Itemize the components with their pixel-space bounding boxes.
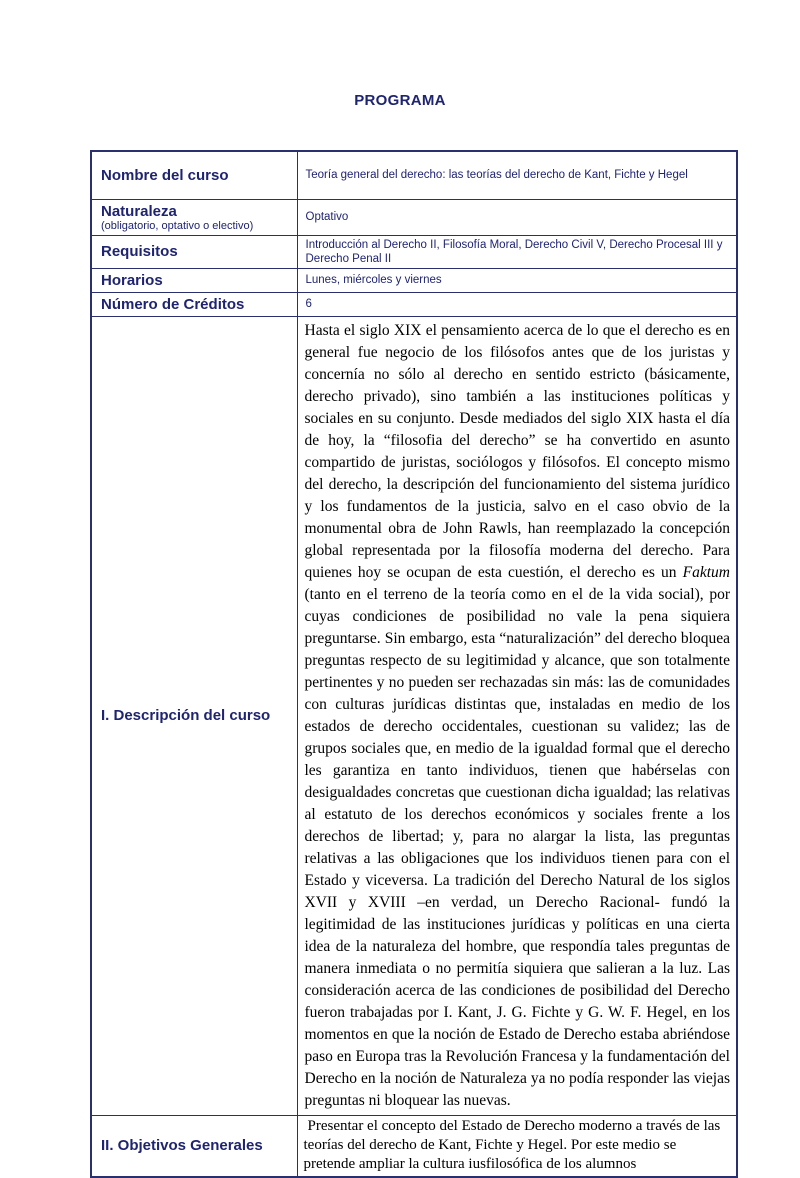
descripcion-cell [297,316,737,1115]
table-row-naturaleza [91,199,737,235]
nombre-label: Nombre del curso [91,151,297,199]
descripcion-label: I. Descripción del curso [91,316,297,1115]
horarios-label: Horarios [91,268,297,292]
table-row-requisitos [91,235,737,268]
course-program-table [90,150,738,1178]
table-row-creditos [91,292,737,316]
descripcion-text-part1: Hasta el siglo XIX el pensamiento acerca de lo que el derecho es en general fue negocio de los filósofos antes que de los juristas y concernía no sólo al derecho en sentido estricto (básicamente, derecho privado), sino también a las instituciones políticas y sociales en su conjunto. Desde mediados del siglo XIX hasta el día de hoy, la “filosofia del derecho” se ha convertido en asunto compartido de juristas, sociólogos y filósofos. El concepto mismo del derecho, la descripción del funcionamiento del sistema jurídico y los fundamentos de la justicia, salvo en el caso obvio de la monumental obra de John Rawls, han reemplazado la concepción global representada por la filosofía moderna del derecho. Para quienes hoy se ocupan de esta cuestión, el derecho es un [304,321,730,581]
naturaleza-sublabel: (obligatorio, optativo o electivo) [101,219,254,232]
table-row-descripcion [91,316,737,1115]
naturaleza-label: Naturaleza [101,202,177,220]
descripcion-text [305,320,731,1112]
naturaleza-value: Optativo [297,199,737,235]
table-row-objetivos [91,1115,737,1177]
naturaleza-label-cell [91,199,297,235]
table-row-horarios [91,268,737,292]
page-title: PROGRAMA [354,92,446,109]
nombre-value: Teoría general del derecho: las teorías del derecho de Kant, Fichte y Hegel [297,151,737,199]
creditos-label: Número de Créditos [91,292,297,316]
table-row-nombre [91,151,737,199]
descripcion-text-part2: (tanto en el terreno de la teoría como en el de la vida social), por cuyas condiciones de posibilidad no vale la pena siquiera preguntarse. Sin embargo, esta “naturalización” del derecho bloquea preguntas respecto de su legitimidad y alcance, que son totalmente pertinentes y no pueden ser rechazadas sin más: las de comunidades con culturas jurídicas distintas que, instaladas en medio de los estados de derecho occidentales, cuestionan su validez; las de grupos sociales que, en medio de la igualdad formal que el derecho les garantiza en tanto individuos, tienen que habérselas con desigualdades concretas que cuestionan dicha igualdad; las relativas al estatuto de los derechos económicos y sociales frente a los derechos de libertad; y, para no alargar la lista, las preguntas relativas a las obligaciones que los individuos tienen para con el Estado y viceversa. La tradición del Derecho Natural de los siglos XVII y XVIII –en verdad, un Derecho Racional- fundó la legitimidad de las instituciones jurídicas y políticas en una cierta idea de la naturaleza del hombre, que respondía tales preguntas de manera inmediata o no permitía siquiera que salieran a la luz. Las consideración acerca de las condiciones de posibilidad del Derecho fueron trabajadas por I. Kant, J. G. Fichte y G. W. F. Hegel, en los momentos en que la noción de Estado de Derecho estaba abriéndose paso en Europa tras la Revolución Francesa y la fundamentación del Derecho en la noción de Naturaleza ya no podía responder las viejas preguntas ni bloquear las nuevas. [304,585,730,1109]
objetivos-cell [297,1115,737,1177]
creditos-value: 6 [297,292,737,316]
descripcion-italic-term: Faktum [682,563,730,581]
objetivos-label: II. Objetivos Generales [91,1115,297,1177]
requisitos-value: Introducción al Derecho II, Filosofía Moral, Derecho Civil V, Derecho Procesal III y Derecho Penal II [297,235,737,268]
objetivos-text: Presentar el concepto del Estado de Derecho moderno a través de las teorías del derecho de Kant, Fichte y Hegel. Por este medio se pretende ampliar la cultura iusfilosófica de los alumnos [303,1117,721,1172]
horarios-value: Lunes, miércoles y viernes [297,268,737,292]
requisitos-label: Requisitos [91,235,297,268]
